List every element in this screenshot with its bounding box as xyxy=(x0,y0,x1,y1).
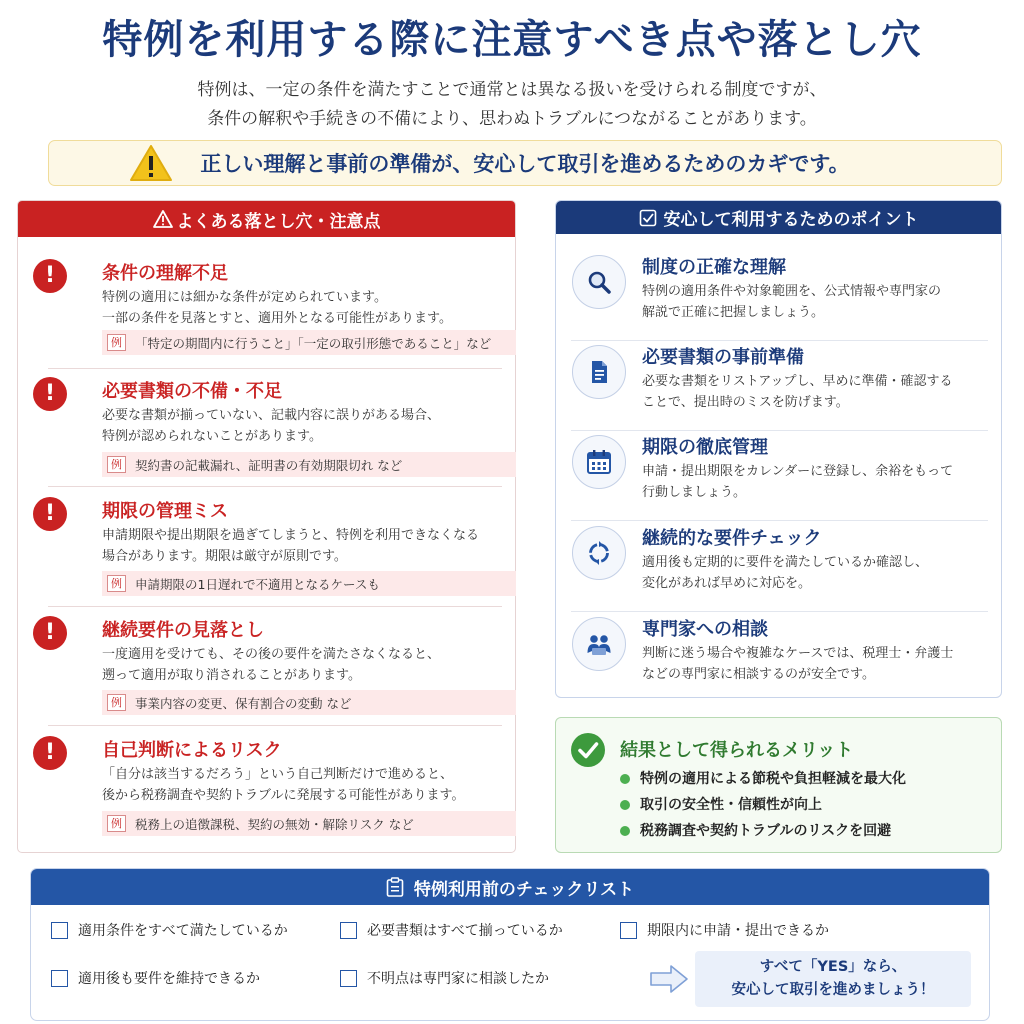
arrow-right-icon xyxy=(649,964,689,994)
consultation-icon xyxy=(572,617,626,671)
checkbox[interactable] xyxy=(340,922,357,939)
pitfall-title: 継続要件の見落とし xyxy=(102,620,264,641)
pitfall-description: 一度適用を受けても、その後の要件を満たさなくなると、 遡って適用が取り消されることがあります。 xyxy=(102,647,441,683)
intro-text xyxy=(0,76,1024,134)
pitfall-item xyxy=(18,608,517,726)
point-title: 制度の正確な理解 xyxy=(642,257,786,278)
point-title: 期限の徹底管理 xyxy=(642,437,768,458)
yes-message-line: 安心して取引を進めましょう！ xyxy=(731,982,935,998)
exclamation-icon: ! xyxy=(33,736,67,770)
pitfalls-panel xyxy=(17,200,516,853)
example-tag: 例 xyxy=(107,815,126,832)
pitfall-title: 自己判断によるリスク xyxy=(102,740,282,761)
intro-line: 条件の解釈や手続きの不備により、思わぬトラブルにつながることがあります。 xyxy=(207,109,817,129)
points-header xyxy=(556,201,1001,234)
checklist-item[interactable] xyxy=(51,920,288,940)
example-text: 事業内容の変更、保有割合の変動 など xyxy=(135,695,352,711)
pitfall-title: 必要書類の不備・不足 xyxy=(102,381,282,402)
banner-text: 正しい理解と事前の準備が、安心して取引を進めるためのカギです。 xyxy=(200,152,850,176)
merit-item: 特例の適用による節税や負担軽減を最大化 xyxy=(620,766,906,792)
example-text: 「特定の期間内に行うこと」「一定の取引形態であること」など xyxy=(135,335,492,351)
warning-icon xyxy=(129,144,173,182)
checklist-header xyxy=(31,869,989,905)
pitfall-item xyxy=(18,251,517,369)
example-text: 契約書の記載漏れ、証明書の有効期限切れ など xyxy=(135,457,403,473)
page-title: 特例を利用する際に注意すべき点や落とし穴 xyxy=(102,17,922,63)
checkbox[interactable] xyxy=(620,922,637,939)
merit-item: 税務調査や契約トラブルのリスクを回避 xyxy=(620,818,906,844)
checkbox[interactable] xyxy=(51,970,68,987)
intro-line: 特例は、一定の条件を満たすことで通常とは異なる扱いを受けられる制度ですが、 xyxy=(197,80,827,100)
pitfall-item xyxy=(18,489,517,607)
pitfall-title: 条件の理解不足 xyxy=(102,263,228,284)
bullet-dot-icon xyxy=(620,774,630,784)
pitfall-title: 期限の管理ミス xyxy=(102,501,228,522)
points-header-label: 安心して利用するためのポイント xyxy=(663,210,919,230)
warning-icon xyxy=(153,210,173,228)
example-text: 申請期限の1日遅れで不適用となるケースも xyxy=(135,576,380,592)
pitfall-example xyxy=(102,571,516,596)
checklist-panel xyxy=(30,868,990,1021)
magnifier-icon xyxy=(572,255,626,309)
pitfalls-header-label: よくある落とし穴・注意点 xyxy=(176,211,381,232)
pitfall-example xyxy=(102,690,516,715)
document-icon xyxy=(572,345,626,399)
pitfall-example xyxy=(102,452,516,477)
exclamation-icon: ! xyxy=(33,497,67,531)
point-item xyxy=(556,251,1003,341)
bullet-dot-icon xyxy=(620,826,630,836)
example-tag: 例 xyxy=(107,334,126,351)
pitfall-item xyxy=(18,728,517,846)
checklist-item[interactable] xyxy=(340,968,549,988)
checklist-item-label: 不明点は専門家に相談したか xyxy=(367,971,549,987)
checklist-item-label: 期限内に申請・提出できるか xyxy=(647,923,829,939)
cycle-icon xyxy=(572,526,626,580)
pitfall-description: 「自分は該当するだろう」という自己判断だけで進めると、 後から税務調査や契約トラブルに発展する可能性があります。 xyxy=(102,767,465,803)
clipboard-icon xyxy=(386,877,404,897)
pitfall-description: 必要な書類が揃っていない、記載内容に誤りがある場合、 特例が認められないことがあります。 xyxy=(102,408,441,444)
point-item xyxy=(556,431,1003,521)
point-description: 申請・提出期限をカレンダーに登録し、余裕をもって 行動しましょう。 xyxy=(642,464,954,500)
point-item xyxy=(556,613,1003,703)
point-description: 判断に迷う場合や複雑なケースでは、税理士・弁護士 などの専門家に相談するのが安全です。 xyxy=(642,646,954,682)
yes-message-line: すべて「YES」なら、 xyxy=(759,959,907,975)
checklist-item[interactable] xyxy=(51,968,260,988)
pitfall-item xyxy=(18,369,517,487)
point-title: 継続的な要件チェック xyxy=(642,528,822,549)
point-description: 適用後も定期的に要件を満たしているか確認し、 変化があれば早めに対応を。 xyxy=(642,555,929,591)
checklist-item[interactable] xyxy=(340,920,563,940)
pitfall-description: 申請期限や提出期限を過ぎてしまうと、特例を利用できなくなる 場合があります。期限は厳守が原則です。 xyxy=(102,528,480,564)
example-tag: 例 xyxy=(107,575,126,592)
pitfall-example xyxy=(102,811,516,836)
point-title: 必要書類の事前準備 xyxy=(642,347,804,368)
checklist-item[interactable] xyxy=(620,920,829,940)
divider xyxy=(571,520,988,521)
example-tag: 例 xyxy=(107,456,126,473)
pitfalls-header xyxy=(18,201,515,237)
checklist-item-label: 適用後も要件を維持できるか xyxy=(78,971,260,987)
checkbox[interactable] xyxy=(51,922,68,939)
merit-item: 取引の安全性・信頼性が向上 xyxy=(620,792,906,818)
exclamation-icon: ! xyxy=(33,259,67,293)
checklist-item-label: 適用条件をすべて満たしているか xyxy=(78,923,288,939)
merits-title: 結果として得られるメリット xyxy=(620,740,854,761)
pitfall-description: 特例の適用には細かな条件が定められています。 一部の条件を見落とすと、適用外となる可能性があります。 xyxy=(102,290,452,326)
checkbox[interactable] xyxy=(340,970,357,987)
exclamation-icon: ! xyxy=(33,377,67,411)
point-description: 必要な書類をリストアップし、早めに準備・確認する ことで、提出時のミスを防げます。 xyxy=(642,374,953,410)
point-title: 専門家への相談 xyxy=(642,619,768,640)
calendar-icon xyxy=(572,435,626,489)
merits-panel xyxy=(555,717,1002,853)
point-description: 特例の適用条件や対象範囲を、公式情報や専門家の 解説で正確に把握しましょう。 xyxy=(642,284,942,320)
merits-list xyxy=(620,766,906,844)
check-circle-icon xyxy=(570,732,606,768)
checklist-header-label: 特例利用前のチェックリスト xyxy=(413,879,635,900)
checkbox-checked-icon xyxy=(639,209,657,227)
bullet-dot-icon xyxy=(620,800,630,810)
example-text: 税務上の追徴課税、契約の無効・解除リスク など xyxy=(135,816,414,832)
point-item xyxy=(556,522,1003,612)
yes-message-box xyxy=(695,951,971,1007)
point-item xyxy=(556,341,1003,431)
key-message-banner xyxy=(48,140,1002,186)
example-tag: 例 xyxy=(107,694,126,711)
divider xyxy=(48,606,502,607)
points-panel xyxy=(555,200,1002,698)
exclamation-icon: ! xyxy=(33,616,67,650)
divider xyxy=(571,611,988,612)
checklist-item-label: 必要書類はすべて揃っているか xyxy=(367,923,563,939)
divider xyxy=(48,725,502,726)
pitfall-example xyxy=(102,330,516,355)
divider xyxy=(48,486,502,487)
